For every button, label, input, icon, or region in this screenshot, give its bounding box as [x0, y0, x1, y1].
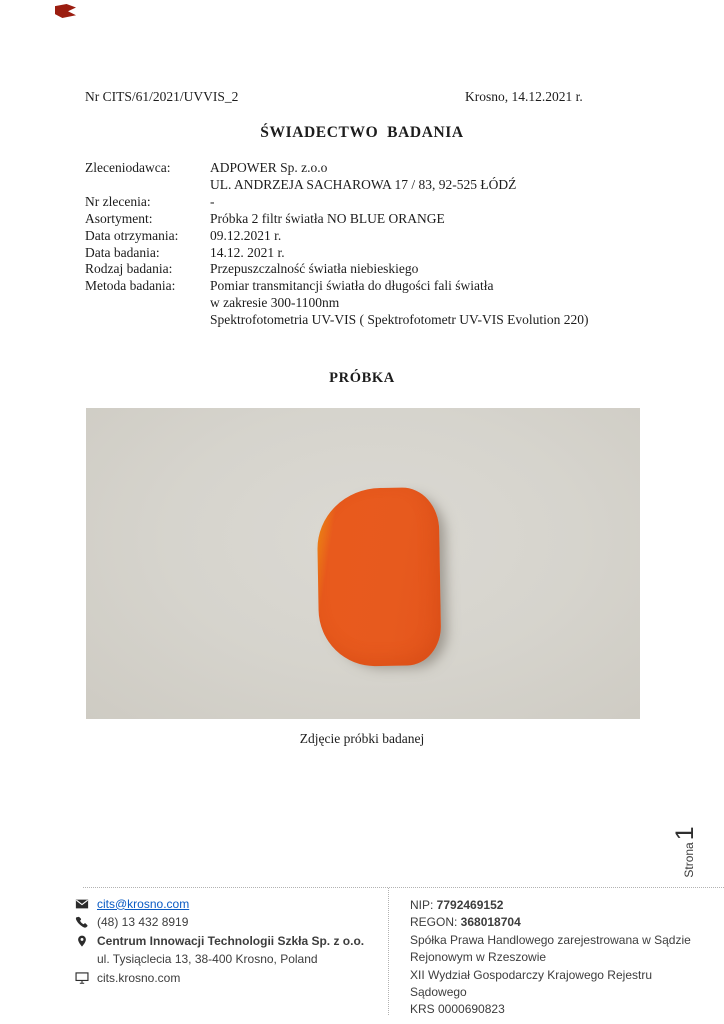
field-value: Przepuszczalność światła niebieskiego: [210, 261, 419, 277]
field-label: Zleceniodawca:: [85, 160, 171, 175]
field-value: 09.12.2021 r.: [210, 227, 282, 243]
field-value: 14.12. 2021 r.: [210, 244, 285, 260]
footer-top-divider: [83, 887, 724, 888]
nip-value: 7792469152: [436, 898, 504, 912]
document-title: ŚWIADECTWO BADANIA: [260, 124, 464, 141]
footer-address-row: [74, 951, 374, 969]
footer-email-row: [74, 895, 374, 913]
field-label: Rodzaj badania:: [85, 261, 173, 277]
envelope-icon: [74, 896, 89, 911]
field-row-metoda-cd2: [85, 312, 655, 329]
footer-org-row: [74, 932, 374, 950]
place-and-date: Krosno, 14.12.2021 r.: [465, 89, 583, 104]
regon-line: [410, 914, 710, 931]
page-marker-label: Strona: [682, 842, 696, 878]
test-details-block: [85, 160, 655, 329]
field-label: [85, 312, 210, 329]
field-label: Metoda badania:: [85, 278, 176, 294]
field-label: Asortyment:: [85, 210, 153, 226]
field-row-metoda-cd1: [85, 295, 655, 312]
regon-label: REGON:: [410, 915, 461, 930]
phone-icon: [74, 915, 89, 930]
page-number-marker: [671, 812, 699, 892]
website-text: cits.krosno.com: [97, 970, 181, 985]
field-value: Spektrofotometria UV-VIS ( Spektrofotometr UV-VIS Evolution 220): [210, 312, 589, 328]
nip-line: [410, 897, 710, 914]
email-link[interactable]: cits@krosno.com: [97, 896, 190, 911]
registry-line: Spółka Prawa Handlowego zarejestrowana w Sądzie: [410, 932, 691, 947]
organization-address: ul. Tysiąclecia 13, 38-400 Krosno, Poland: [97, 952, 318, 967]
page-marker-number: 1: [671, 826, 699, 841]
photo-caption: Zdjęcie próbki badanej: [299, 731, 425, 746]
field-row-data-badania: [85, 245, 655, 262]
footer-website-row: [74, 969, 374, 987]
monitor-icon: [74, 970, 89, 985]
orange-filter-lens: [316, 487, 441, 667]
field-value: Pomiar transmitancji światła do długości fali światła: [210, 278, 494, 294]
field-label: [85, 295, 210, 312]
footer-contact-block: [74, 895, 374, 988]
sample-photo: [86, 408, 640, 719]
regon-value: 368018704: [460, 915, 521, 930]
field-row-nr-zlecenia: [85, 194, 655, 211]
field-value: UL. ANDRZEJA SACHAROWA 17 / 83, 92-525 ŁÓDŹ: [210, 176, 517, 192]
nip-label: NIP:: [410, 898, 437, 912]
field-label: Data otrzymania:: [85, 227, 179, 243]
field-row-asortyment: [85, 211, 655, 228]
field-value: w zakresie 300-1100nm: [210, 295, 340, 311]
footer-phone-row: [74, 914, 374, 932]
location-pin-icon: [74, 933, 89, 948]
registry-line: XII Wydział Gospodarczy Krajowego Rejestru Sądowego: [410, 967, 652, 1000]
sample-section-heading: PRÓBKA: [329, 370, 395, 386]
document-number: Nr CITS/61/2021/UVVIS_2: [85, 89, 239, 104]
field-row-metoda-badania: [85, 278, 655, 295]
field-label: Data badania:: [85, 244, 160, 260]
krs-line: KRS 0000690823: [410, 1002, 505, 1017]
registry-line: Rejonowym w Rzeszowie: [410, 950, 547, 965]
organization-name: Centrum Innowacji Technologii Szkła Sp. z o.o.: [97, 933, 365, 948]
phone-number: (48) 13 432 8919: [97, 915, 189, 930]
field-row-data-otrzymania: [85, 228, 655, 245]
field-row-zleceniodawca: [85, 160, 655, 177]
footer-column-divider: [388, 888, 389, 1015]
red-corner-mark: [55, 4, 76, 18]
field-row-rodzaj-badania: [85, 261, 655, 278]
field-value: Próbka 2 filtr światła NO BLUE ORANGE: [210, 210, 445, 226]
field-label: Nr zlecenia:: [85, 193, 151, 209]
field-value: -: [210, 193, 215, 209]
field-label: [85, 177, 210, 194]
field-value: ADPOWER Sp. z.o.o: [210, 160, 328, 175]
footer-registry-block: [410, 897, 710, 1019]
field-row-address: [85, 177, 655, 194]
